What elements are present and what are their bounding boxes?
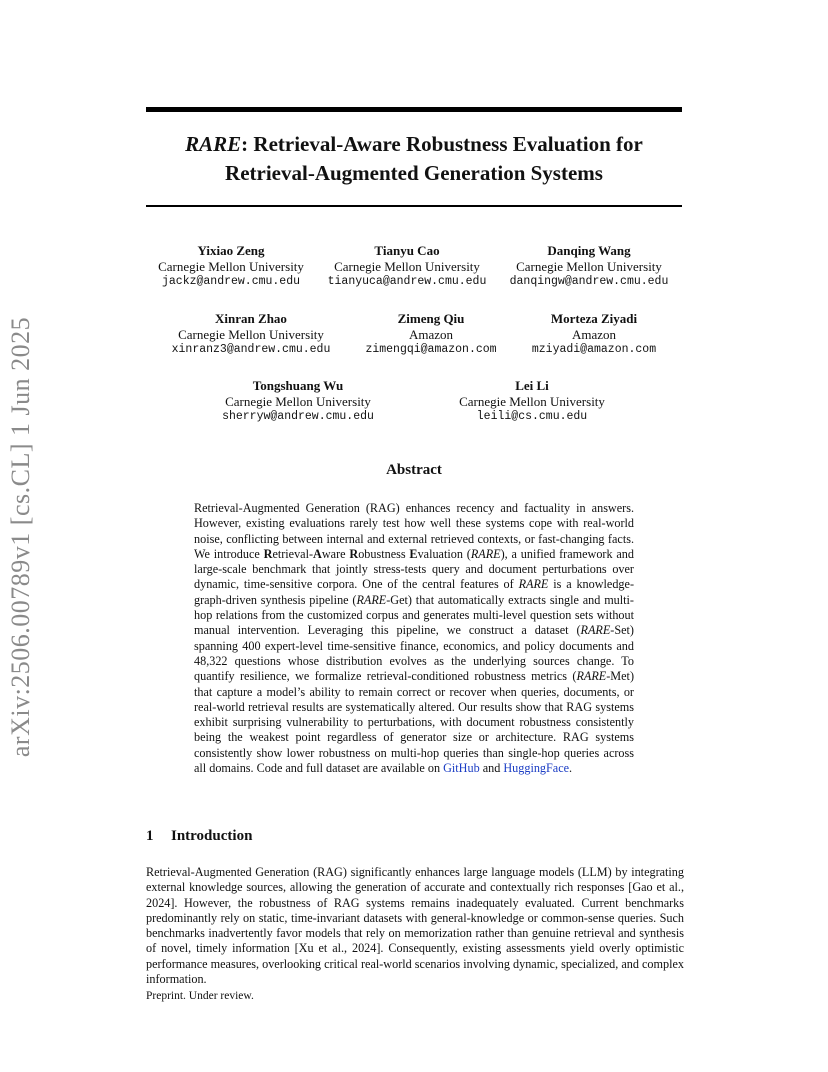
abstract-text-segment: valuation ( xyxy=(417,546,471,561)
title-line2: Retrieval-Augmented Generation Systems xyxy=(225,161,603,185)
author-name: Tianyu Cao xyxy=(374,243,440,258)
abstract-text-segment: and xyxy=(479,761,504,776)
abstract-name-initial: R xyxy=(349,546,359,561)
abstract-acronym: RARE xyxy=(356,592,387,607)
author-block xyxy=(198,378,398,425)
author-affiliation: Carnegie Mellon University xyxy=(459,393,605,409)
abstract-text-segment: -Set) spanning 400 expert-level time-sensitive finance, economics, and policy documents and 48,322 questions whose distribution evolves as the underlying sources change. To quantify resilience, we formalize retrieval-conditioned robustness metrics ( xyxy=(194,623,634,684)
author-email: leili@cs.cmu.edu xyxy=(476,410,588,423)
author-email: tianyuca@andrew.cmu.edu xyxy=(327,275,487,288)
author-block xyxy=(489,243,689,290)
github-link[interactable]: GitHub xyxy=(443,761,480,776)
author-email: jackz@andrew.cmu.edu xyxy=(161,275,301,288)
author-name: Xinran Zhao xyxy=(215,311,287,326)
abstract-text-segment: etrieval- xyxy=(272,546,314,561)
abstract-text-segment: Retrieval-Augmented Generation (RAG) enhances recency and factuality in answers. However, existing evaluations rarely test how well these systems cope with real-world noise, conflicting between internal and external retrieved contexts, or fast-changing facts. We introduce xyxy=(194,501,634,561)
author-name: Zimeng Qiu xyxy=(397,311,465,326)
author-affiliation: Carnegie Mellon University xyxy=(178,326,324,342)
abstract-name-initial: A xyxy=(313,546,322,561)
author-name: Danqing Wang xyxy=(547,243,631,258)
abstract-text-segment: obustness xyxy=(358,546,410,561)
author-email: zimengqi@amazon.com xyxy=(365,343,497,356)
abstract-acronym: RARE xyxy=(470,546,501,561)
paper-title xyxy=(146,130,682,188)
title-bottom-rule xyxy=(146,205,682,207)
abstract-text xyxy=(194,501,634,776)
preprint-footer-note: Preprint. Under review. xyxy=(146,990,254,1002)
section-heading-introduction xyxy=(146,828,252,845)
author-affiliation: Carnegie Mellon University xyxy=(334,258,480,274)
author-email: mziyadi@amazon.com xyxy=(531,343,657,356)
author-affiliation: Amazon xyxy=(408,326,454,342)
abstract-text-segment: -Get) that automatically extracts single and multi-hop relations from the customized corpus and generates multi-level question sets without manual intervention. Leveraging this pipeline, we construct a dataset ( xyxy=(194,592,634,638)
author-affiliation: Carnegie Mellon University xyxy=(516,258,662,274)
author-email: sherryw@andrew.cmu.edu xyxy=(222,410,374,423)
author-block xyxy=(494,311,694,358)
abstract-heading: Abstract xyxy=(386,462,442,478)
abstract-acronym: RARE xyxy=(580,623,611,638)
author-block xyxy=(151,311,351,358)
title-top-rule xyxy=(146,107,682,112)
author-block xyxy=(131,243,331,290)
abstract-acronym: RARE xyxy=(576,669,607,684)
author-name: Yixiao Zeng xyxy=(197,243,265,258)
abstract-text-segment: is a knowledge-graph-driven synthesis pipeline ( xyxy=(194,577,634,607)
author-affiliation: Carnegie Mellon University xyxy=(225,393,371,409)
author-name: Morteza Ziyadi xyxy=(550,311,638,326)
abstract-name-initial: R xyxy=(263,546,273,561)
abstract-name-initial: E xyxy=(409,546,418,561)
author-email: xinranz3@andrew.cmu.edu xyxy=(171,343,331,356)
author-email: danqingw@andrew.cmu.edu xyxy=(509,275,669,288)
author-name: Tongshuang Wu xyxy=(252,378,344,393)
abstract-text-segment: ware xyxy=(321,546,350,561)
author-affiliation: Carnegie Mellon University xyxy=(158,258,304,274)
introduction-paragraph: Retrieval-Augmented Generation (RAG) significantly enhances large language models (LLM) by integrating external knowledge sources, allowing the generation of accurate and contextually rich responses [Gao et al., 2024]. However, the robustness of RAG systems remains inadequately evaluated. Current benchmarks predominantly rely on static, time-invariant datasets with general-knowledge or common-sense queries. Such benchmarks inadvertently favor models that rely on memorization rather than genuine retrieval and synthesis of novel, timely information [Xu et al., 2024]. Consequently, existing assessments yield overly optimistic performance measures, overlooking critical real-world scenarios involving dynamic, specialized, and complex information. xyxy=(146,865,684,987)
author-block xyxy=(432,378,632,425)
section-title: Introduction xyxy=(171,828,253,844)
author-affiliation: Amazon xyxy=(571,326,617,342)
title-line1: : Retrieval-Aware Robustness Evaluation for xyxy=(241,132,643,156)
author-block xyxy=(307,243,507,290)
huggingface-link[interactable]: HuggingFace xyxy=(503,761,570,776)
section-number: 1 xyxy=(146,828,154,844)
arxiv-identifier-stamp: arXiv:2506.00789v1 [cs.CL] 1 Jun 2025 xyxy=(6,316,35,758)
author-name: Lei Li xyxy=(515,378,549,393)
abstract-acronym: RARE xyxy=(518,577,549,592)
title-acronym: RARE xyxy=(185,132,242,156)
abstract-text-segment: . xyxy=(569,761,573,776)
abstract-text-segment: ), a unified framework and large-scale benchmark that jointly stress-tests query and document perturbations over dynamic, time-sensitive corpora. One of the central features of xyxy=(194,546,634,592)
abstract-text-segment: -Met) that capture a model’s ability to remain correct or recover when queries, documents, or real-world retrieval results are systematically altered. Our results show that RAG systems exhibit surprising vulnerability to perturbations, with document robustness consistently being the weakest point regardless of generator size or architecture. RAG systems consistently show lower robustness on multi-hop queries than single-hop queries across all domains. Code and full dataset are available on xyxy=(194,669,634,776)
